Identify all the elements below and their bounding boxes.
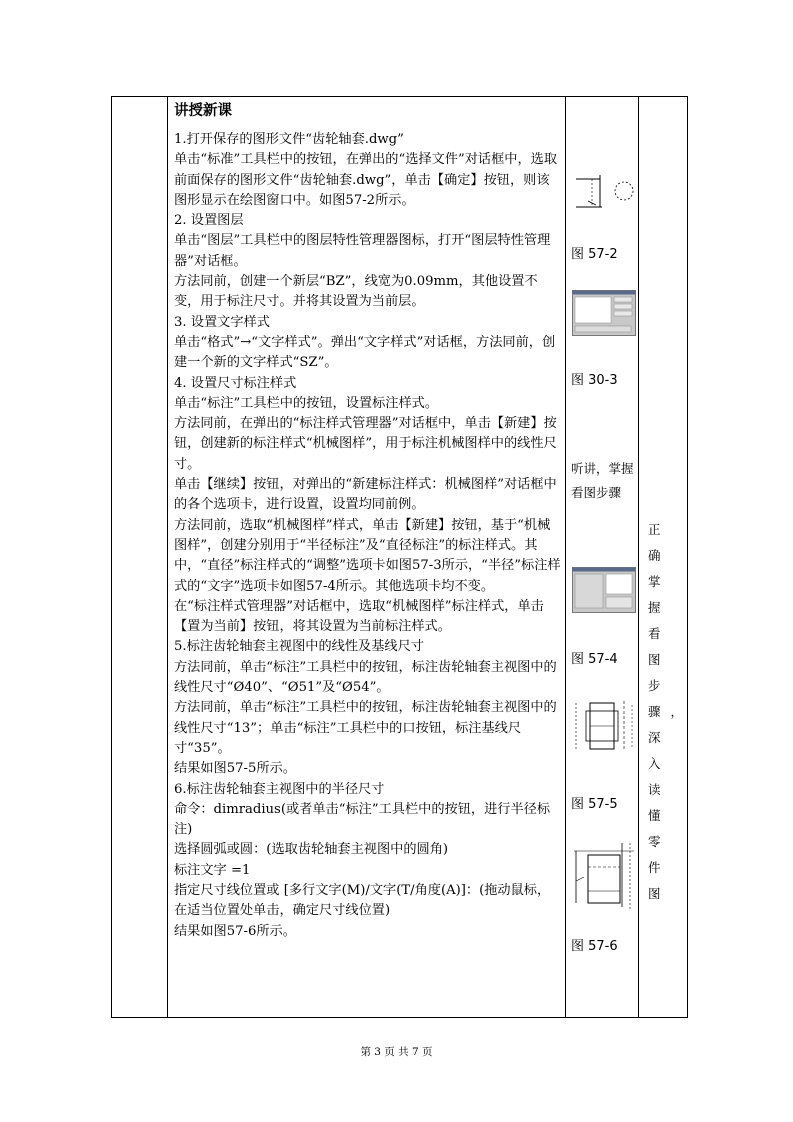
step1-text: 单击“标准”工具栏中的按钮，在弹出的“选择文件”对话框中，选取前面保存的图形文件“齿轮轴套.dwg”，单击【确定】按钮，则该图形显示在绘图窗口中。如图57-2所示。 [174, 152, 558, 208]
step6-select: 选择圆弧或圆：(选取齿轮轴套主视图中的圆角) [174, 842, 449, 858]
layer-dialog-thumbnail-icon [572, 290, 636, 336]
lesson-table [111, 96, 694, 1018]
step5-result: 结果如图57-5所示。 [174, 761, 296, 777]
page-footer: 第 3 页 共 7 页 [360, 1046, 433, 1058]
fig-57-2-caption: 图 57-2 [571, 247, 618, 262]
teaching-goal: 正确掌握看图步骤，深入读懂零件图 [648, 522, 694, 901]
linear-dimension-drawing-icon [572, 693, 636, 757]
radius-dimension-drawing-icon [572, 837, 638, 913]
lesson-heading: 讲授新课 [174, 103, 232, 119]
fig-30-3-caption: 图 30-3 [571, 373, 618, 388]
student-activity-note: 听讲，掌握看图步骤 [571, 461, 634, 500]
step4-text-e: 在“标注样式管理器”对话框中，选取“机械图样”标注样式，单击【置为当前】按钮，将其设置为当前标注样式。 [174, 598, 544, 635]
step6-result: 结果如图57-6所示。 [174, 923, 296, 939]
step2-text-a: 单击“图层”工具栏中的图层特性管理器图标，打开“图层特性管理器”对话框。 [174, 233, 551, 269]
step4-text-b: 方法同前，在弹出的“标注样式管理器”对话框中，单击【新建】按钮，创建新的标注样式“机械图样”，用于标注机械图样中的线性尺寸。 [174, 416, 557, 472]
step5-title: 5.标注齿轮轴套主视图中的线性及基线尺寸 [174, 639, 424, 655]
teaching-goal-cell [639, 97, 694, 1018]
step4-text-d: 方法同前，选取“机械图样”样式，单击【新建】按钮，基于“机械图样”，创建分别用于“半径标注”及“直径标注”的标注样式。其中，“直径”标注样式的“调整”选项卡如图57-3所示，“半径”标注样式的“文字”选项卡如图57-4所示。其他选项卡均不变。 [174, 517, 561, 594]
blank-column [112, 97, 168, 1018]
fig-57-6-caption: 图 57-6 [571, 939, 618, 954]
step5-text-a: 方法同前，单击“标注”工具栏中的按钮，标注齿轮轴套主视图中的线性尺寸“Ø40”、“Ø51”及“Ø54”。 [174, 659, 557, 696]
lesson-content-cell [168, 97, 566, 1018]
step4-text-a: 单击“标注”工具栏中的按钮，设置标注样式。 [174, 395, 439, 411]
step3-text: 单击“格式”→“文字样式”。弹出“文字样式”对话框，方法同前，创建一个新的文字样式“SZ”。 [174, 334, 556, 371]
gear-sleeve-drawing-icon [572, 167, 636, 211]
fig-57-5-caption: 图 57-5 [571, 797, 618, 812]
dimstyle-dialog-thumbnail-icon [572, 567, 636, 613]
step1-title: 1.打开保存的图形文件“齿轮轴套.dwg” [174, 132, 404, 147]
step4-title: 4. 设置尺寸标注样式 [174, 375, 297, 391]
step6-position: 指定尺寸线位置或 [多行文字(M)/文字(T/角度(A)]：(拖动鼠标，在适当位置处单击，确定尺寸线位置) [174, 882, 551, 919]
figures-column [566, 97, 639, 1018]
step6-dimtext: 标注文字 =1 [174, 862, 251, 878]
step2-title: 2. 设置图层 [174, 213, 244, 229]
step2-text-b: 方法同前，创建一个新层“BZ”，线宽为0.09mm，其他设置不变，用于标注尺寸。并将其设置为当前层。 [174, 274, 538, 310]
step3-title: 3. 设置文字样式 [174, 314, 270, 330]
step5-text-b: 方法同前，单击“标注”工具栏中的按钮，标注齿轮轴套主视图中的线性尺寸“13”；单击“标注”工具栏中的口按钮，标注基线尺寸“35”。 [174, 700, 557, 756]
step4-text-c: 单击【继续】按钮，对弹出的“新建标注样式：机械图样”对话框中的各个选项卡，进行设置，设置均同前例。 [174, 477, 557, 513]
step6-command: 命令：dimradius(或者单击“标注”工具栏中的按钮，进行半径标注) [174, 801, 551, 838]
fig-57-4-caption: 图 57-4 [571, 652, 618, 667]
step6-title: 6.标注齿轮轴套主视图中的半径尺寸 [174, 781, 385, 797]
